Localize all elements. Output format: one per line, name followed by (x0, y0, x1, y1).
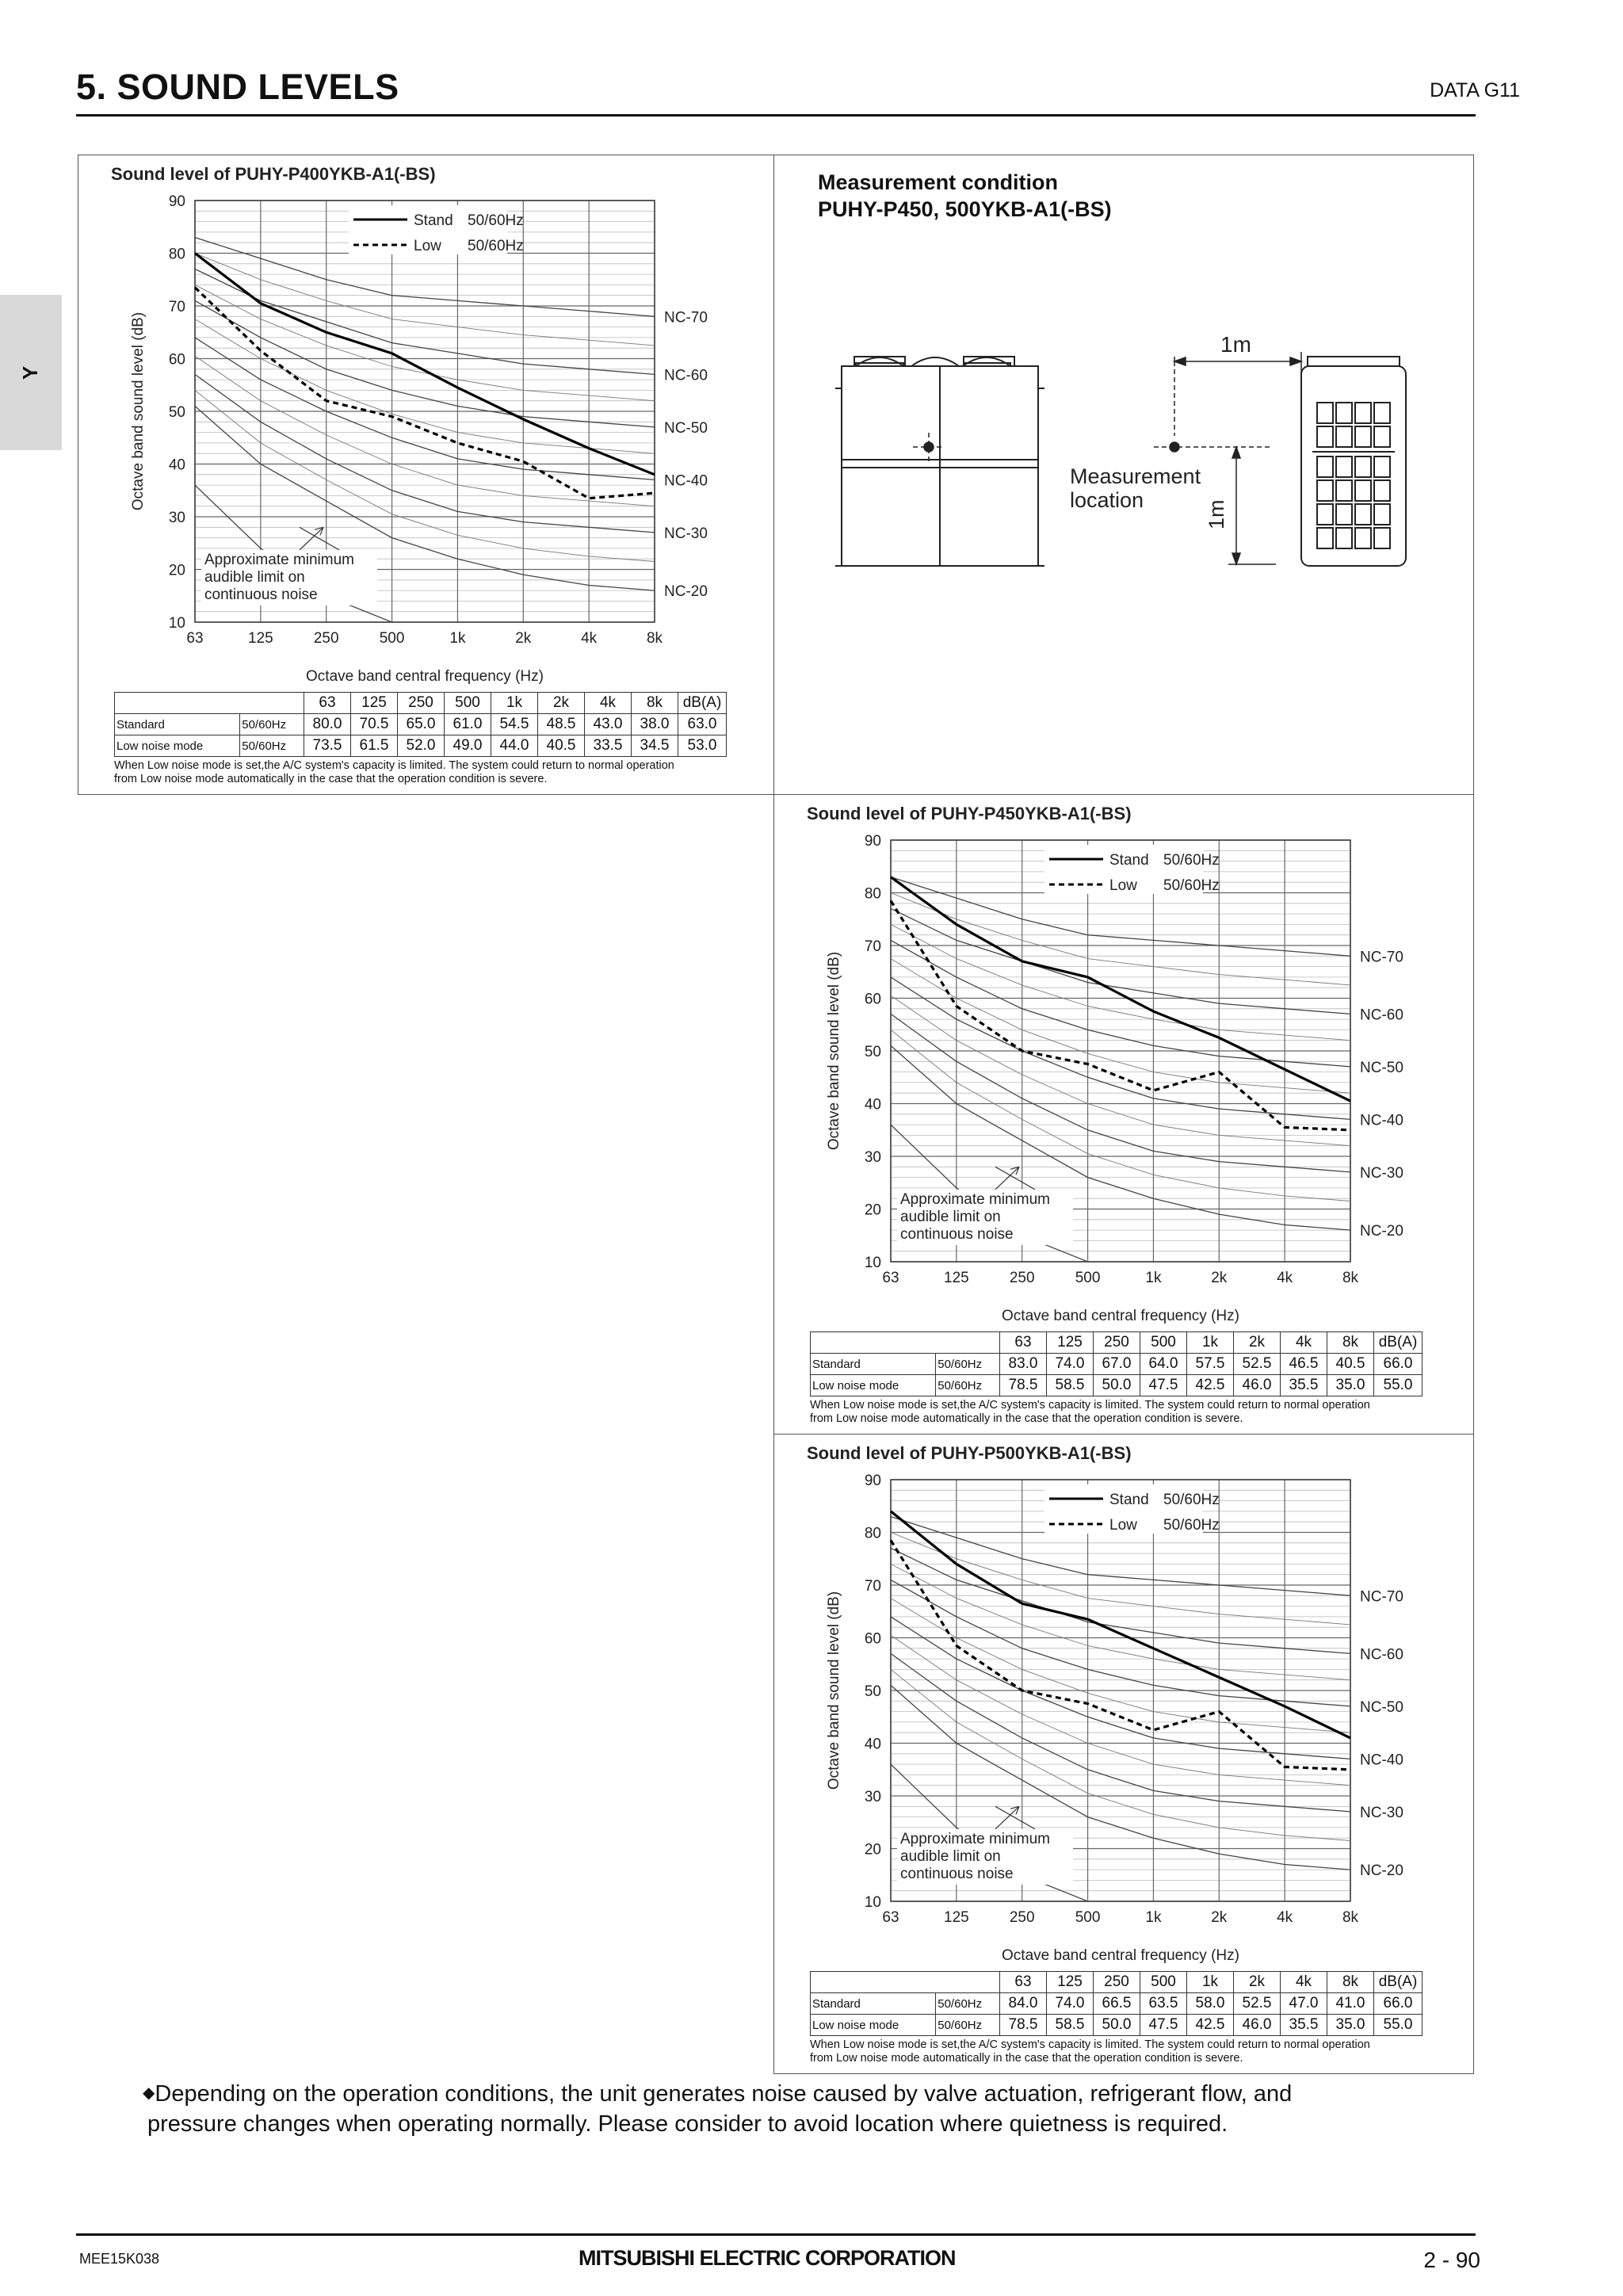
row-freq: 50/60Hz (936, 1375, 1000, 1396)
table-cell: 52.0 (398, 735, 445, 757)
y-axis-label: Octave band sound level (dB) (826, 1591, 842, 1790)
table-header-cell: 500 (1140, 1972, 1187, 1993)
x-axis-label: Octave band central frequency (Hz) (1002, 1308, 1239, 1324)
y-tick-label: 80 (864, 885, 881, 903)
location-label-1: Measurement (1070, 464, 1201, 488)
legend-freq: 50/60Hz (468, 212, 524, 229)
table-note (810, 2038, 1370, 2065)
measurement-title-2: PUHY-P450, 500YKB-A1(-BS) (818, 197, 1112, 221)
table-cell: 35.5 (1281, 1375, 1327, 1396)
nc-label: NC-20 (1360, 1862, 1403, 1880)
y-tick-label: 50 (864, 1683, 881, 1700)
y-tick-label: 20 (864, 1201, 881, 1219)
bullet-note-line1: Depending on the operation conditions, the unit generates noise caused by valve actuation, refrigerant flow, and (155, 2081, 1293, 2107)
nc-curve-intermediate (891, 1030, 1350, 1201)
chart-title: Sound level of PUHY-P500YKB-A1(-BS) (807, 1443, 1132, 1463)
y-tick-label: 70 (864, 1578, 881, 1595)
chart-p500 (783, 1442, 1465, 2072)
page-title: 5. SOUND LEVELS (76, 67, 399, 107)
table-cell: 64.0 (1140, 1354, 1187, 1375)
table-row (115, 714, 727, 735)
y-tick-label: 80 (864, 1525, 881, 1542)
bullet-icon: ◆ (143, 2084, 155, 2102)
row-label: Standard (115, 714, 240, 735)
annotation-line: continuous noise (900, 1865, 1014, 1882)
nc-curve-intermediate (891, 893, 1350, 985)
table-cell: 63.0 (678, 714, 727, 735)
annotation-line: continuous noise (900, 1225, 1014, 1243)
legend-freq: 50/60Hz (1163, 877, 1220, 894)
x-tick-label: 1k (449, 630, 466, 647)
table-header-cell: dB(A) (1374, 1972, 1423, 1993)
note-line: from Low noise mode automatically in the case that the operation condition is severe. (810, 2052, 1243, 2065)
nc-curve-nc-50 (891, 1580, 1350, 1706)
table-cell: 48.5 (538, 714, 585, 735)
front-measure-point (924, 442, 934, 452)
y-tick-label: 40 (864, 1096, 881, 1114)
table-cell: 66.0 (1374, 1993, 1423, 2015)
x-tick-label: 8k (1342, 1270, 1359, 1286)
table-corner (811, 1332, 1000, 1354)
nc-curve-intermediate (195, 390, 655, 561)
sound-level-table (810, 1971, 1423, 2036)
y-tick-label: 10 (168, 615, 185, 632)
table-cell: 83.0 (1000, 1354, 1047, 1375)
legend-name: Stand (414, 212, 453, 229)
nc-label: NC-20 (664, 583, 708, 601)
table-cell: 55.0 (1374, 1375, 1423, 1396)
y-tick-label: 30 (864, 1149, 881, 1166)
page-number: 2 - 90 (1423, 2248, 1480, 2272)
table-header-cell: 125 (351, 693, 398, 714)
nc-label: NC-40 (664, 472, 708, 490)
x-axis-label: Octave band central frequency (Hz) (306, 668, 544, 685)
table-header-cell: 2k (1234, 1332, 1281, 1354)
company-name: MITSUBISHI ELECTRIC CORPORATION (579, 2246, 956, 2270)
nc-curve-nc-50 (891, 940, 1350, 1067)
table-row (811, 1354, 1423, 1375)
table-cell: 54.5 (491, 714, 538, 735)
nc-label: NC-50 (664, 419, 708, 437)
table-cell: 55.0 (1374, 2015, 1423, 2036)
table-cell: 50.0 (1094, 2015, 1140, 2036)
sound-level-table (114, 692, 727, 757)
table-cell: 40.5 (1327, 1354, 1374, 1375)
table-cell: 42.5 (1187, 1375, 1234, 1396)
table-row (811, 2015, 1423, 2036)
y-tick-label: 90 (864, 1473, 881, 1489)
x-tick-label: 4k (1277, 1270, 1293, 1286)
table-cell: 61.5 (351, 735, 398, 757)
table-header-cell: 250 (398, 693, 445, 714)
y-tick-label: 10 (864, 1894, 881, 1911)
y-tick-label: 20 (168, 562, 185, 579)
annotation-line: Approximate minimum (900, 1830, 1050, 1847)
nc-curve-intermediate (891, 1533, 1350, 1625)
note-line: When Low noise mode is set,the A/C system's capacity is limited. The system could return to normal operation (114, 759, 674, 772)
nc-label: NC-20 (1360, 1223, 1403, 1240)
fan-right (963, 357, 1010, 366)
nc-label: NC-70 (664, 309, 708, 327)
table-cell: 35.0 (1327, 1375, 1374, 1396)
table-cell: 46.5 (1281, 1354, 1327, 1375)
table-header-row (811, 1972, 1423, 1993)
nc-curve-nc-50 (195, 300, 655, 427)
series-stand-line (891, 877, 1350, 1102)
table-header-row (115, 693, 727, 714)
annotation-line: Approximate minimum (204, 551, 354, 568)
table-cell: 46.0 (1234, 1375, 1281, 1396)
nc-label: NC-60 (1360, 1646, 1403, 1664)
y-tick-label: 60 (168, 351, 185, 369)
table-cell: 74.0 (1047, 1354, 1094, 1375)
table-cell: 50.0 (1094, 1375, 1140, 1396)
table-cell: 57.5 (1187, 1354, 1234, 1375)
table-cell: 73.5 (304, 735, 351, 757)
row-freq: 50/60Hz (936, 1993, 1000, 2015)
header-rule (76, 114, 1476, 117)
row-freq: 50/60Hz (936, 2015, 1000, 2036)
x-tick-label: 250 (1009, 1909, 1035, 1926)
y-tick-label: 40 (864, 1736, 881, 1753)
table-cell: 52.5 (1234, 1993, 1281, 2015)
side-tab-label: Y (18, 365, 43, 380)
table-cell: 34.5 (632, 735, 678, 757)
y-tick-label: 90 (168, 193, 185, 210)
sound-level-table (810, 1331, 1423, 1396)
table-cell: 47.5 (1140, 1375, 1187, 1396)
nc-label: NC-40 (1360, 1752, 1403, 1769)
y-tick-label: 70 (168, 299, 185, 315)
x-tick-label: 4k (581, 630, 598, 647)
table-header-cell: 500 (445, 693, 491, 714)
x-axis-label: Octave band central frequency (Hz) (1002, 1947, 1239, 1964)
chart-title: Sound level of PUHY-P450YKB-A1(-BS) (807, 804, 1132, 823)
annotation-line: continuous noise (204, 586, 318, 603)
table-cell: 33.5 (585, 735, 632, 757)
table-cell: 58.0 (1187, 1993, 1234, 2015)
row-label: Low noise mode (811, 1375, 936, 1396)
row-label: Standard (811, 1354, 936, 1375)
x-tick-label: 250 (1009, 1270, 1035, 1286)
table-cell: 35.0 (1327, 2015, 1374, 2036)
table-header-cell: 2k (1234, 1972, 1281, 1993)
x-tick-label: 1k (1145, 1909, 1162, 1926)
nc-label: NC-70 (1360, 1588, 1403, 1606)
table-header-cell: 63 (1000, 1332, 1047, 1354)
table-cell: 63.5 (1140, 1993, 1187, 2015)
row-freq: 50/60Hz (240, 735, 304, 757)
measurement-title-1: Measurement condition (818, 170, 1059, 194)
table-cell: 78.5 (1000, 2015, 1047, 2036)
legend-name: Low (1109, 1517, 1137, 1534)
row-label: Low noise mode (811, 2015, 936, 2036)
doc-id: MEE15K038 (79, 2251, 160, 2267)
table-header-cell: 250 (1094, 1332, 1140, 1354)
table-row (811, 1993, 1423, 2015)
table-cell: 49.0 (445, 735, 491, 757)
annotation-line: audible limit on (204, 568, 305, 586)
table-header-cell: 500 (1140, 1332, 1187, 1354)
table-cell: 78.5 (1000, 1375, 1047, 1396)
x-tick-label: 500 (1075, 1270, 1101, 1286)
table-header-cell: 4k (1281, 1972, 1327, 1993)
table-cell: 46.0 (1234, 2015, 1281, 2036)
row-freq: 50/60Hz (240, 714, 304, 735)
chart-p450 (783, 802, 1465, 1432)
table-corner (115, 693, 304, 714)
series-stand-line (891, 1511, 1350, 1738)
x-tick-label: 1k (1145, 1270, 1162, 1286)
table-cell: 41.0 (1327, 1993, 1374, 2015)
y-axis-label: Octave band sound level (dB) (130, 311, 147, 511)
y-tick-label: 50 (864, 1044, 881, 1060)
table-cell: 66.0 (1374, 1354, 1423, 1375)
series-low-line (195, 288, 655, 499)
legend-freq: 50/60Hz (1163, 1492, 1220, 1508)
table-cell: 70.5 (351, 714, 398, 735)
row-freq: 50/60Hz (936, 1354, 1000, 1375)
table-header-cell: 63 (1000, 1972, 1047, 1993)
annotation-line: Approximate minimum (900, 1190, 1050, 1208)
nc-label: NC-60 (664, 367, 708, 384)
y-tick-label: 40 (168, 457, 185, 474)
nc-label: NC-50 (1360, 1698, 1403, 1716)
y-tick-label: 50 (168, 404, 185, 421)
table-header-cell: 8k (1327, 1332, 1374, 1354)
table-header-cell: 125 (1047, 1972, 1094, 1993)
x-tick-label: 125 (944, 1909, 969, 1926)
dim-vertical-label: 1m (1205, 499, 1228, 529)
nc-label: NC-70 (1360, 949, 1403, 966)
x-tick-label: 8k (646, 630, 663, 647)
table-cell: 80.0 (304, 714, 351, 735)
table-cell: 38.0 (632, 714, 678, 735)
legend-name: Stand (1109, 852, 1149, 869)
table-header-cell: dB(A) (1374, 1332, 1423, 1354)
x-tick-label: 4k (1277, 1909, 1293, 1926)
nc-label: NC-30 (1360, 1804, 1403, 1821)
table-header-cell: 2k (538, 693, 585, 714)
table-header-cell: 125 (1047, 1332, 1094, 1354)
table-header-cell: 63 (304, 693, 351, 714)
table-cell: 84.0 (1000, 1993, 1047, 2015)
nc-label: NC-40 (1360, 1112, 1403, 1129)
y-tick-label: 90 (864, 833, 881, 850)
table-cell: 47.0 (1281, 1993, 1327, 2015)
row-label: Low noise mode (115, 735, 240, 757)
x-tick-label: 125 (248, 630, 273, 647)
dim-horizontal-label: 1m (1220, 333, 1251, 357)
table-cell: 74.0 (1047, 1993, 1094, 2015)
table-header-cell: 4k (585, 693, 632, 714)
table-note (810, 1399, 1370, 1426)
nc-label: NC-50 (1360, 1059, 1403, 1076)
nc-label: NC-30 (1360, 1164, 1403, 1182)
legend-name: Low (1109, 877, 1137, 894)
measurement-diagram (832, 333, 1434, 586)
table-header-cell: dB(A) (678, 693, 727, 714)
x-tick-label: 2k (515, 630, 532, 647)
x-tick-label: 63 (882, 1909, 899, 1926)
table-cell: 42.5 (1187, 2015, 1234, 2036)
y-tick-label: 60 (864, 991, 881, 1008)
table-cell: 67.0 (1094, 1354, 1140, 1375)
y-tick-label: 80 (168, 246, 185, 263)
annotation-line: audible limit on (900, 1847, 1001, 1865)
nc-curve-intermediate (891, 1669, 1350, 1840)
bullet-note (143, 2078, 1442, 2139)
x-tick-label: 63 (882, 1270, 899, 1286)
y-tick-label: 20 (864, 1841, 881, 1859)
table-row (811, 1375, 1423, 1396)
table-header-cell: 8k (1327, 1972, 1374, 1993)
x-tick-label: 2k (1211, 1270, 1228, 1286)
x-tick-label: 8k (1342, 1909, 1359, 1926)
legend-name: Stand (1109, 1492, 1149, 1508)
x-tick-label: 2k (1211, 1909, 1228, 1926)
table-cell: 66.5 (1094, 1993, 1140, 2015)
legend-freq: 50/60Hz (468, 238, 524, 254)
legend-name: Low (414, 238, 441, 254)
legend-freq: 50/60Hz (1163, 852, 1220, 869)
chart-p400 (87, 162, 769, 793)
y-tick-label: 70 (864, 938, 881, 955)
table-cell: 61.0 (445, 714, 491, 735)
footer-rule (76, 2233, 1476, 2236)
bullet-note-line2: pressure changes when operating normally. Please consider to avoid location where quietness is required. (147, 2111, 1228, 2137)
nc-label: NC-60 (1360, 1007, 1403, 1024)
table-cell: 58.5 (1047, 1375, 1094, 1396)
table-cell: 65.0 (398, 714, 445, 735)
x-tick-label: 125 (944, 1270, 969, 1286)
table-cell: 40.5 (538, 735, 585, 757)
note-line: When Low noise mode is set,the A/C system's capacity is limited. The system could return to normal operation (810, 2038, 1370, 2051)
table-row (115, 735, 727, 757)
x-tick-label: 250 (313, 630, 339, 647)
row-label: Standard (811, 1993, 936, 2015)
table-header-cell: 8k (632, 693, 678, 714)
series-stand-line (195, 254, 655, 475)
table-cell: 35.5 (1281, 2015, 1327, 2036)
nc-label: NC-30 (664, 525, 708, 542)
table-header-cell: 1k (1187, 1332, 1234, 1354)
y-tick-label: 10 (864, 1255, 881, 1271)
table-cell: 52.5 (1234, 1354, 1281, 1375)
annotation-line: audible limit on (900, 1208, 1001, 1225)
legend-freq: 50/60Hz (1163, 1517, 1220, 1534)
table-header-cell: 4k (1281, 1332, 1327, 1354)
table-note (114, 759, 674, 786)
y-tick-label: 30 (864, 1789, 881, 1805)
note-line: When Low noise mode is set,the A/C system's capacity is limited. The system could return to normal operation (810, 1399, 1370, 1412)
table-header-cell: 1k (1187, 1972, 1234, 1993)
table-corner (811, 1972, 1000, 1993)
note-line: from Low noise mode automatically in the case that the operation condition is severe. (810, 1412, 1243, 1425)
table-header-row (811, 1332, 1423, 1354)
table-header-cell: 250 (1094, 1972, 1140, 1993)
y-axis-label: Octave band sound level (dB) (826, 951, 842, 1151)
note-line: from Low noise mode automatically in the case that the operation condition is severe. (114, 773, 548, 785)
table-cell: 58.5 (1047, 2015, 1094, 2036)
table-header-cell: 1k (491, 693, 538, 714)
nc-curve-intermediate (195, 254, 655, 346)
x-tick-label: 500 (1075, 1909, 1101, 1926)
x-tick-label: 63 (186, 630, 204, 647)
y-tick-label: 30 (168, 510, 185, 526)
table-cell: 47.5 (1140, 2015, 1187, 2036)
location-label-2: location (1070, 488, 1144, 512)
fan-left (856, 357, 903, 366)
table-cell: 53.0 (678, 735, 727, 757)
table-cell: 44.0 (491, 735, 538, 757)
data-code: DATA G11 (1430, 79, 1520, 101)
chart-title: Sound level of PUHY-P400YKB-A1(-BS) (111, 164, 436, 184)
x-tick-label: 500 (379, 630, 405, 647)
table-cell: 43.0 (585, 714, 632, 735)
y-tick-label: 60 (864, 1630, 881, 1648)
